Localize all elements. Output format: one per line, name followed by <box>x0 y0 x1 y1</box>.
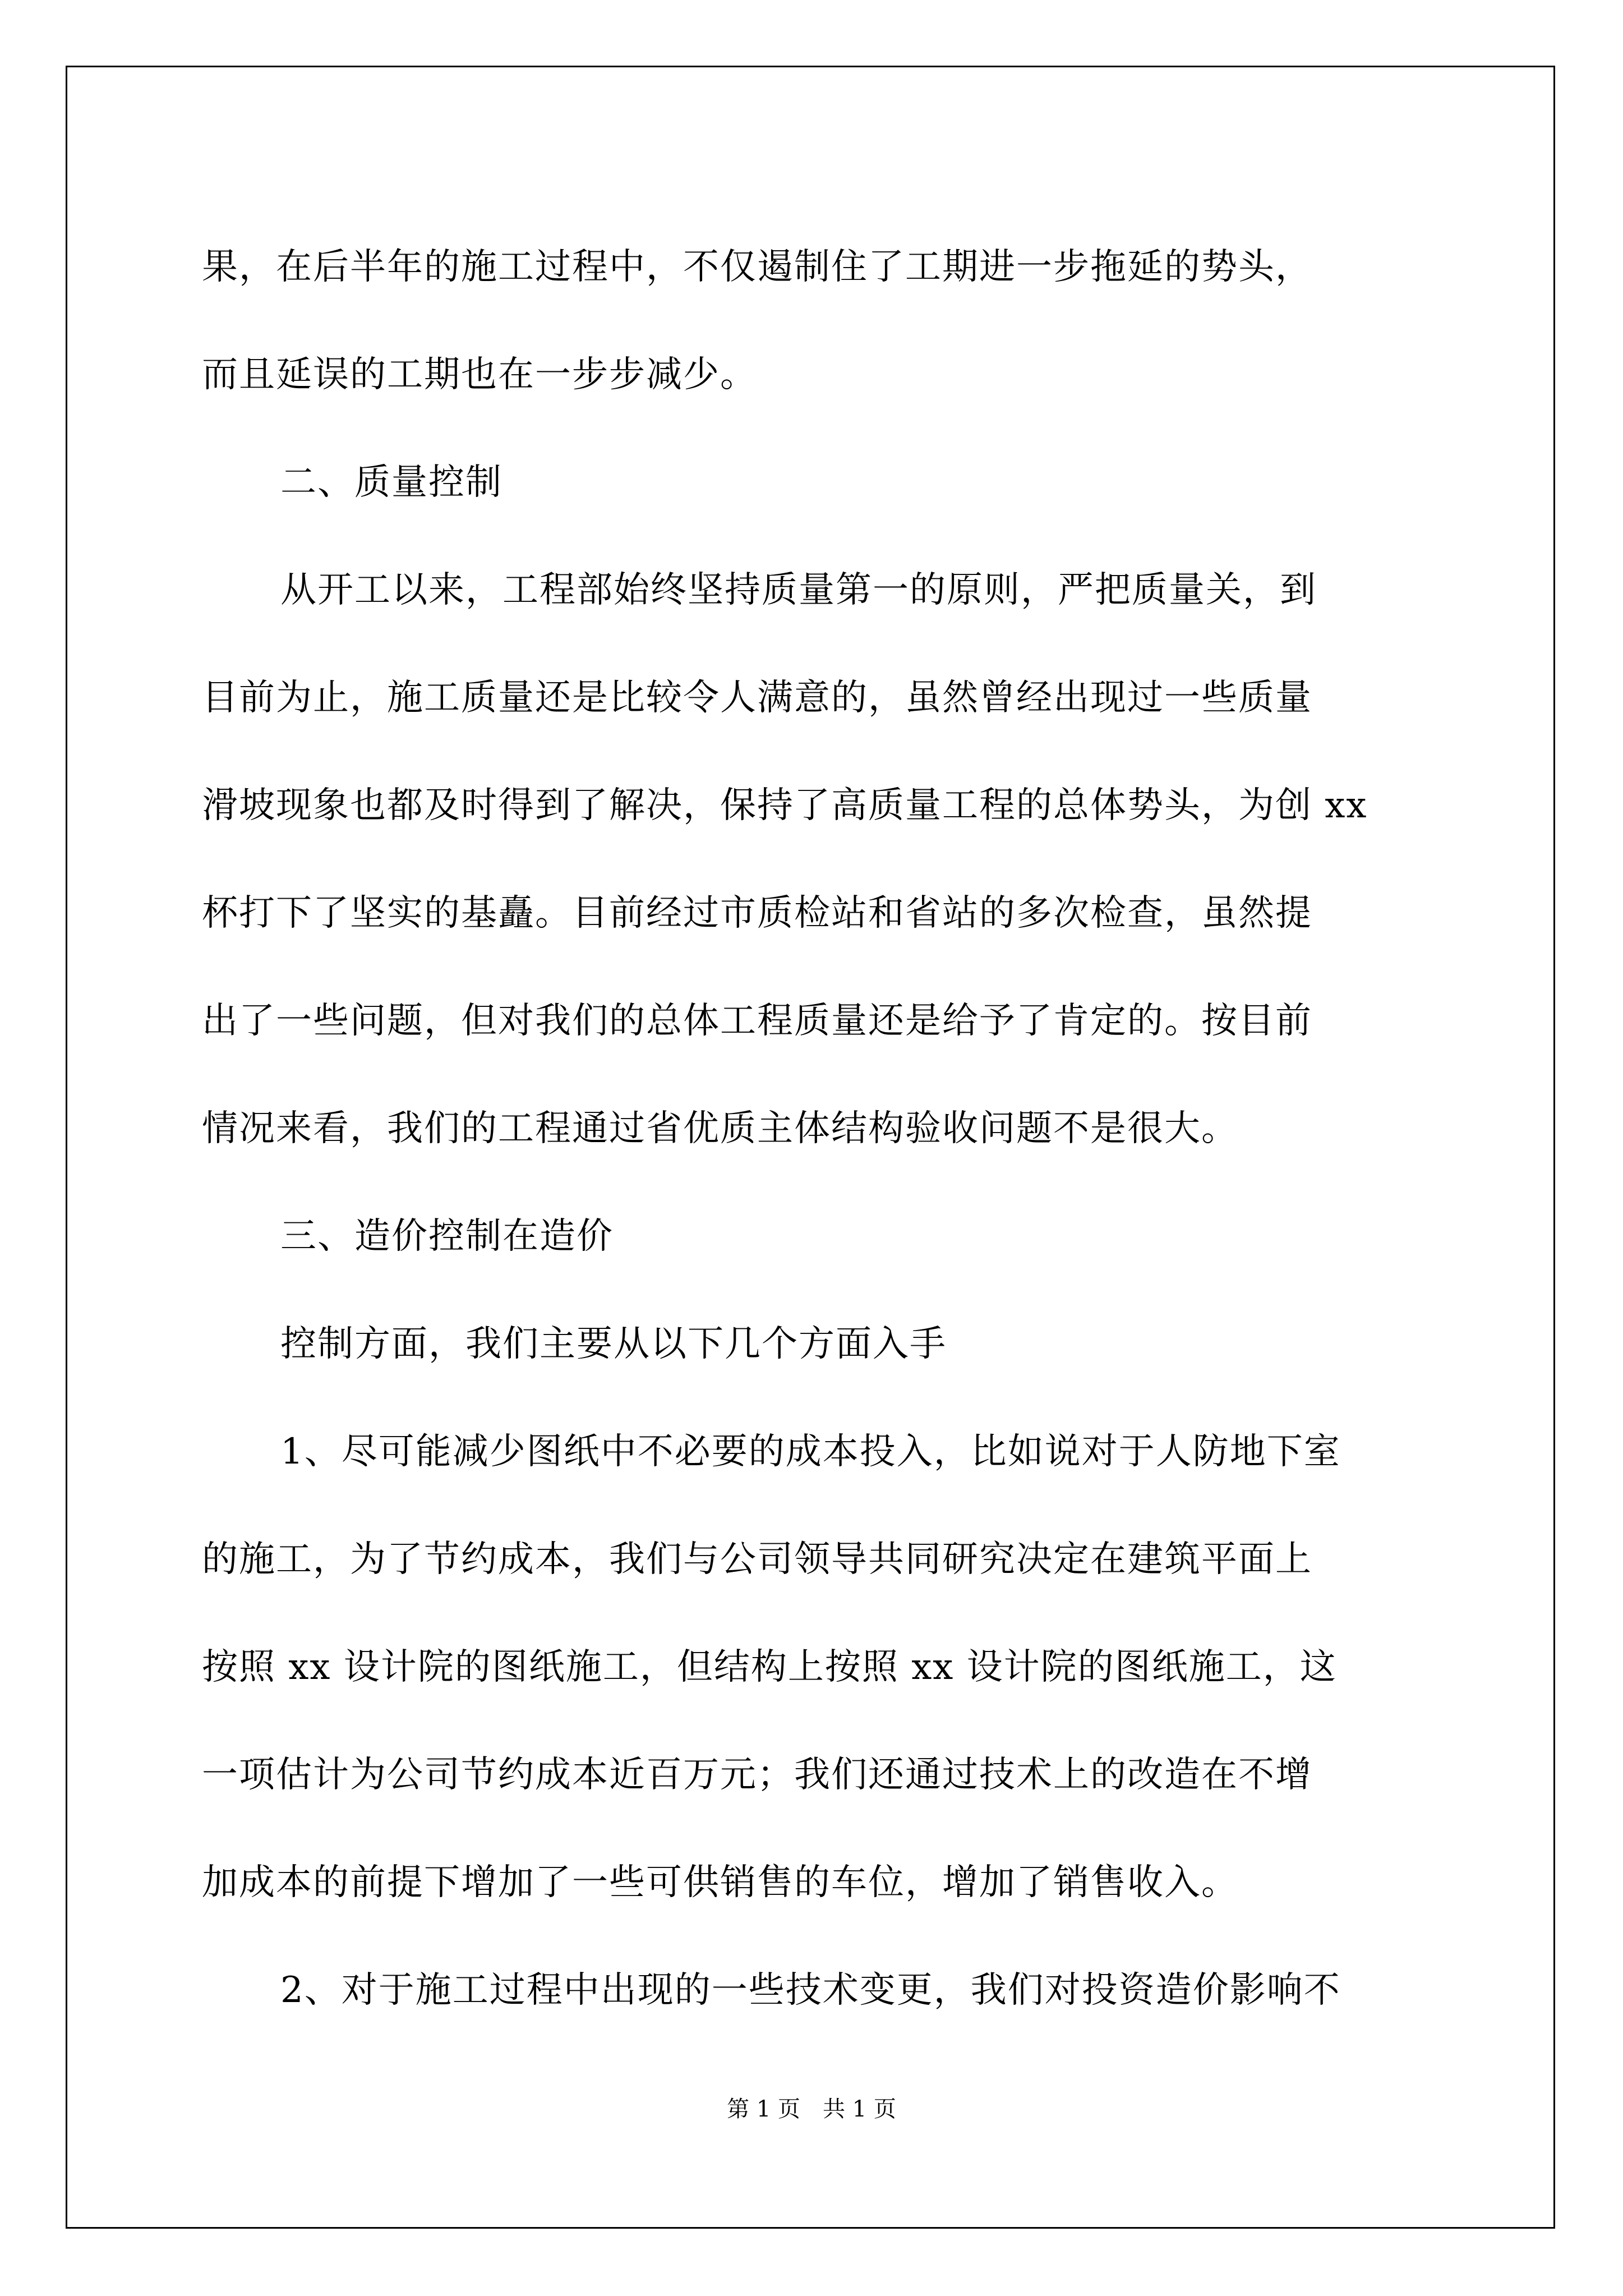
paragraph-line: 滑坡现象也都及时得到了解决，保持了高质量工程的总体势头，为创 xx <box>202 785 1368 826</box>
paragraph-line: 按照 xx 设计院的图纸施工，但结构上按照 xx 设计院的图纸施工，这 <box>202 1646 1337 1688</box>
page-footer: 第 1 页 共 1 页 <box>727 2096 896 2122</box>
paragraph-line: 的施工，为了节约成本，我们与公司领导共同研究决定在建筑平面上 <box>202 1539 1312 1580</box>
section-heading: 二、质量控制 <box>280 462 502 503</box>
paragraph-line: 目前为止，施工质量还是比较令人满意的，虽然曾经出现过一些质量 <box>202 677 1312 719</box>
paragraph-line: 果，在后半年的施工过程中，不仅遏制住了工期进一步拖延的势头， <box>202 246 1312 288</box>
paragraph-line: 加成本的前提下增加了一些可供销售的车位，增加了销售收入。 <box>202 1862 1238 1903</box>
document-body <box>202 213 1436 2044</box>
paragraph-line: 出了一些问题，但对我们的总体工程质量还是给予了肯定的。按目前 <box>202 1000 1312 1042</box>
paragraph-line: 2、对于施工过程中出现的一些技术变更，我们对投资造价影响不 <box>280 1970 1341 2011</box>
paragraph-line: 从开工以来，工程部始终坚持质量第一的原则，严把质量关，到 <box>280 569 1317 611</box>
paragraph-line: 控制方面，我们主要从以下几个方面入手 <box>280 1323 947 1365</box>
paragraph-line: 杯打下了坚实的基矗。目前经过市质检站和省站的多次检查，虽然提 <box>202 892 1312 934</box>
paragraph-line: 一项估计为公司节约成本近百万元；我们还通过技术上的改造在不增 <box>202 1754 1312 1796</box>
section-heading: 三、造价控制在造价 <box>280 1216 614 1257</box>
paragraph-line: 情况来看，我们的工程通过省优质主体结构验收问题不是很大。 <box>202 1108 1238 1149</box>
paragraph-line: 1、尽可能减少图纸中不必要的成本投入，比如说对于人防地下室 <box>280 1431 1341 1473</box>
paragraph-line: 而且延误的工期也在一步步减少。 <box>202 354 757 395</box>
